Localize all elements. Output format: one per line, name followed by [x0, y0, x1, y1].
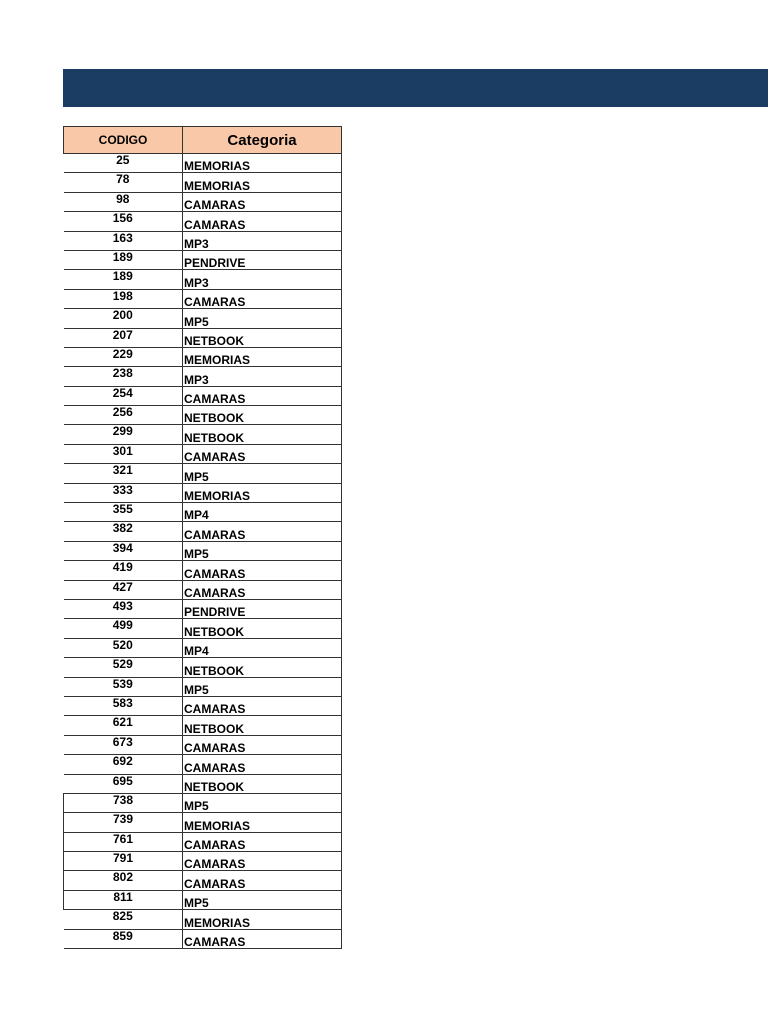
table-row: [64, 212, 342, 231]
categoria-cell[interactable]: MP3: [183, 270, 342, 289]
categoria-cell[interactable]: MP3: [183, 367, 342, 386]
categoria-cell[interactable]: CAMARAS: [183, 522, 342, 541]
categoria-cell[interactable]: MP5: [183, 677, 342, 696]
codigo-cell[interactable]: 207: [64, 328, 183, 347]
codigo-cell[interactable]: 98: [64, 192, 183, 211]
categoria-cell[interactable]: NETBOOK: [183, 619, 342, 638]
codigo-cell[interactable]: 493: [64, 599, 183, 618]
table-row: [64, 289, 342, 308]
categoria-cell[interactable]: MEMORIAS: [183, 173, 342, 192]
codigo-cell[interactable]: 189: [64, 270, 183, 289]
table-row: [64, 677, 342, 696]
header-categoria[interactable]: Categoria: [183, 127, 342, 154]
categoria-cell[interactable]: MEMORIAS: [183, 813, 342, 832]
table-row: [64, 503, 342, 522]
codigo-cell[interactable]: 394: [64, 541, 183, 560]
table-row: [64, 173, 342, 192]
table-row: [64, 464, 342, 483]
table-row: [64, 755, 342, 774]
table-body: [64, 154, 342, 949]
table-row: [64, 599, 342, 618]
table-row: [64, 270, 342, 289]
codigo-cell[interactable]: 78: [64, 173, 183, 192]
codigo-cell[interactable]: 301: [64, 444, 183, 463]
table-row: [64, 250, 342, 269]
table-row: [64, 871, 342, 890]
table-row: [64, 580, 342, 599]
categoria-cell[interactable]: PENDRIVE: [183, 250, 342, 269]
categoria-cell[interactable]: MP5: [183, 793, 342, 812]
codigo-cell[interactable]: 695: [64, 774, 183, 793]
categoria-cell[interactable]: CAMARAS: [183, 871, 342, 890]
categoria-cell[interactable]: CAMARAS: [183, 444, 342, 463]
categoria-cell[interactable]: CAMARAS: [183, 735, 342, 754]
codigo-cell[interactable]: 529: [64, 658, 183, 677]
codigo-cell[interactable]: 355: [64, 503, 183, 522]
categoria-cell[interactable]: MP4: [183, 503, 342, 522]
categoria-cell[interactable]: CAMARAS: [183, 289, 342, 308]
header-row: [64, 127, 342, 154]
table-row: [64, 483, 342, 502]
codigo-cell[interactable]: 539: [64, 677, 183, 696]
categoria-cell[interactable]: NETBOOK: [183, 425, 342, 444]
table-row: [64, 658, 342, 677]
codigo-cell[interactable]: 229: [64, 347, 183, 366]
codigo-cell[interactable]: 859: [64, 929, 183, 948]
codigo-cell[interactable]: 382: [64, 522, 183, 541]
codigo-cell[interactable]: 238: [64, 367, 183, 386]
header-codigo[interactable]: CODIGO: [64, 127, 183, 154]
categoria-cell[interactable]: MP4: [183, 638, 342, 657]
codigo-cell[interactable]: 583: [64, 696, 183, 715]
codigo-cell[interactable]: 25: [64, 154, 183, 173]
codigo-cell[interactable]: 299: [64, 425, 183, 444]
categoria-cell[interactable]: MP5: [183, 890, 342, 909]
table-row: [64, 328, 342, 347]
categoria-cell[interactable]: MP5: [183, 464, 342, 483]
categoria-cell[interactable]: MP3: [183, 231, 342, 250]
codigo-cell[interactable]: 163: [64, 231, 183, 250]
table-row: [64, 541, 342, 560]
categoria-cell[interactable]: MEMORIAS: [183, 154, 342, 173]
codigo-cell[interactable]: 198: [64, 289, 183, 308]
table-row: [64, 154, 342, 173]
categoria-cell[interactable]: CAMARAS: [183, 192, 342, 211]
codigo-cell[interactable]: 254: [64, 386, 183, 405]
codigo-cell[interactable]: 738: [64, 793, 183, 812]
table-row: [64, 522, 342, 541]
categoria-cell[interactable]: NETBOOK: [183, 406, 342, 425]
table-row: [64, 638, 342, 657]
codigo-cell[interactable]: 621: [64, 716, 183, 735]
table-row: [64, 716, 342, 735]
table-row: [64, 367, 342, 386]
table-row: [64, 444, 342, 463]
codigo-cell[interactable]: 499: [64, 619, 183, 638]
codigo-cell[interactable]: 200: [64, 309, 183, 328]
categoria-cell[interactable]: CAMARAS: [183, 386, 342, 405]
codigo-categoria-table: [63, 126, 342, 949]
categoria-cell[interactable]: CAMARAS: [183, 832, 342, 851]
codigo-cell[interactable]: 156: [64, 212, 183, 231]
table-row: [64, 852, 342, 871]
table-row: [64, 425, 342, 444]
codigo-cell[interactable]: 427: [64, 580, 183, 599]
categoria-cell[interactable]: NETBOOK: [183, 658, 342, 677]
table-row: [64, 347, 342, 366]
categoria-cell[interactable]: PENDRIVE: [183, 599, 342, 618]
codigo-cell[interactable]: 825: [64, 910, 183, 929]
categoria-cell[interactable]: MEMORIAS: [183, 483, 342, 502]
codigo-cell[interactable]: 419: [64, 561, 183, 580]
table-row: [64, 406, 342, 425]
table-row: [64, 735, 342, 754]
codigo-cell[interactable]: 673: [64, 735, 183, 754]
table-row: [64, 696, 342, 715]
table-row: [64, 929, 342, 948]
table-row: [64, 561, 342, 580]
codigo-cell[interactable]: 321: [64, 464, 183, 483]
table-row: [64, 309, 342, 328]
table-row: [64, 793, 342, 812]
categoria-cell[interactable]: MP5: [183, 309, 342, 328]
table-row: [64, 890, 342, 909]
categoria-cell[interactable]: NETBOOK: [183, 328, 342, 347]
codigo-cell[interactable]: 791: [64, 852, 183, 871]
codigo-cell[interactable]: 739: [64, 813, 183, 832]
categoria-cell[interactable]: CAMARAS: [183, 212, 342, 231]
categoria-cell[interactable]: MEMORIAS: [183, 347, 342, 366]
codigo-cell[interactable]: 333: [64, 483, 183, 502]
codigo-cell[interactable]: 189: [64, 250, 183, 269]
codigo-cell[interactable]: 802: [64, 871, 183, 890]
codigo-cell[interactable]: 692: [64, 755, 183, 774]
table-row: [64, 619, 342, 638]
categoria-cell[interactable]: CAMARAS: [183, 852, 342, 871]
categoria-cell[interactable]: MP5: [183, 541, 342, 560]
codigo-cell[interactable]: 520: [64, 638, 183, 657]
table-row: [64, 231, 342, 250]
table-row: [64, 832, 342, 851]
categoria-cell[interactable]: NETBOOK: [183, 774, 342, 793]
table-row: [64, 774, 342, 793]
categoria-cell[interactable]: CAMARAS: [183, 929, 342, 948]
categoria-cell[interactable]: CAMARAS: [183, 755, 342, 774]
categoria-cell[interactable]: CAMARAS: [183, 580, 342, 599]
categoria-cell[interactable]: CAMARAS: [183, 561, 342, 580]
table-row: [64, 192, 342, 211]
codigo-cell[interactable]: 256: [64, 406, 183, 425]
categoria-cell[interactable]: MEMORIAS: [183, 910, 342, 929]
categoria-cell[interactable]: CAMARAS: [183, 696, 342, 715]
table-row: [64, 910, 342, 929]
table-row: [64, 813, 342, 832]
codigo-cell[interactable]: 761: [64, 832, 183, 851]
categoria-cell[interactable]: NETBOOK: [183, 716, 342, 735]
table-row: [64, 386, 342, 405]
title-banner: [63, 69, 768, 107]
codigo-cell[interactable]: 811: [64, 890, 183, 909]
